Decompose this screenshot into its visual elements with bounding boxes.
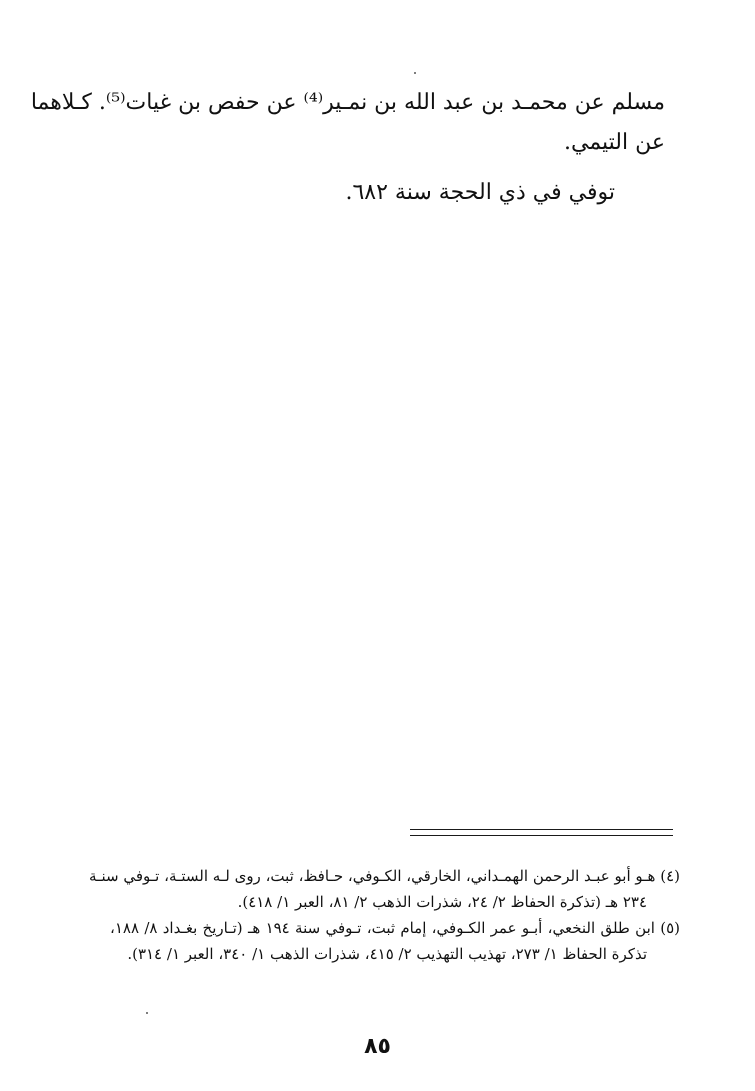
main-text-line-1: مسلم عن محمـد بن عبد الله بن نمـير⁽⁴⁾ عن حفص بن غيات⁽⁵⁾. كـلاهما [30, 90, 665, 115]
main-text-line-3: توفي في ذي الحجة سنة ٦٨٢. [345, 180, 615, 205]
scan-speck [414, 72, 416, 74]
footnote-separator-rule-bottom [410, 835, 673, 836]
page-number: ٨٥ [364, 1034, 391, 1059]
scan-speck [146, 1012, 148, 1014]
footnote-separator-rule-top [410, 829, 673, 830]
main-text-line-2: عن التيمي. [563, 130, 665, 155]
footnote-4-line-1: (٤) هـو أبو عبـد الرحمن الهمـداني، الخارقي، الكـوفي، حـافظ، ثبت، روى لـه الستـة، تـوفي سنـة [89, 867, 680, 885]
footnote-5-line-1: (٥) ابن طلق النخعي، أبـو عمر الكـوفي، إمام ثبت، تـوفي سنة ١٩٤ هـ (تـاريخ بغـداد ٨/ ١٨٨، [110, 919, 681, 937]
footnote-5-line-2: تذكرة الحفاظ ١/ ٢٧٣، تهذيب التهذيب ٢/ ٤١٥، شذرات الذهب ١/ ٣٤٠، العبر ١/ ٣١٤). [127, 945, 647, 963]
footnote-4-line-2: ٢٣٤ هـ (تذكرة الحفاظ ٢/ ٢٤، شذرات الذهب ٢/ ٨١، العبر ١/ ٤١٨). [237, 893, 647, 911]
